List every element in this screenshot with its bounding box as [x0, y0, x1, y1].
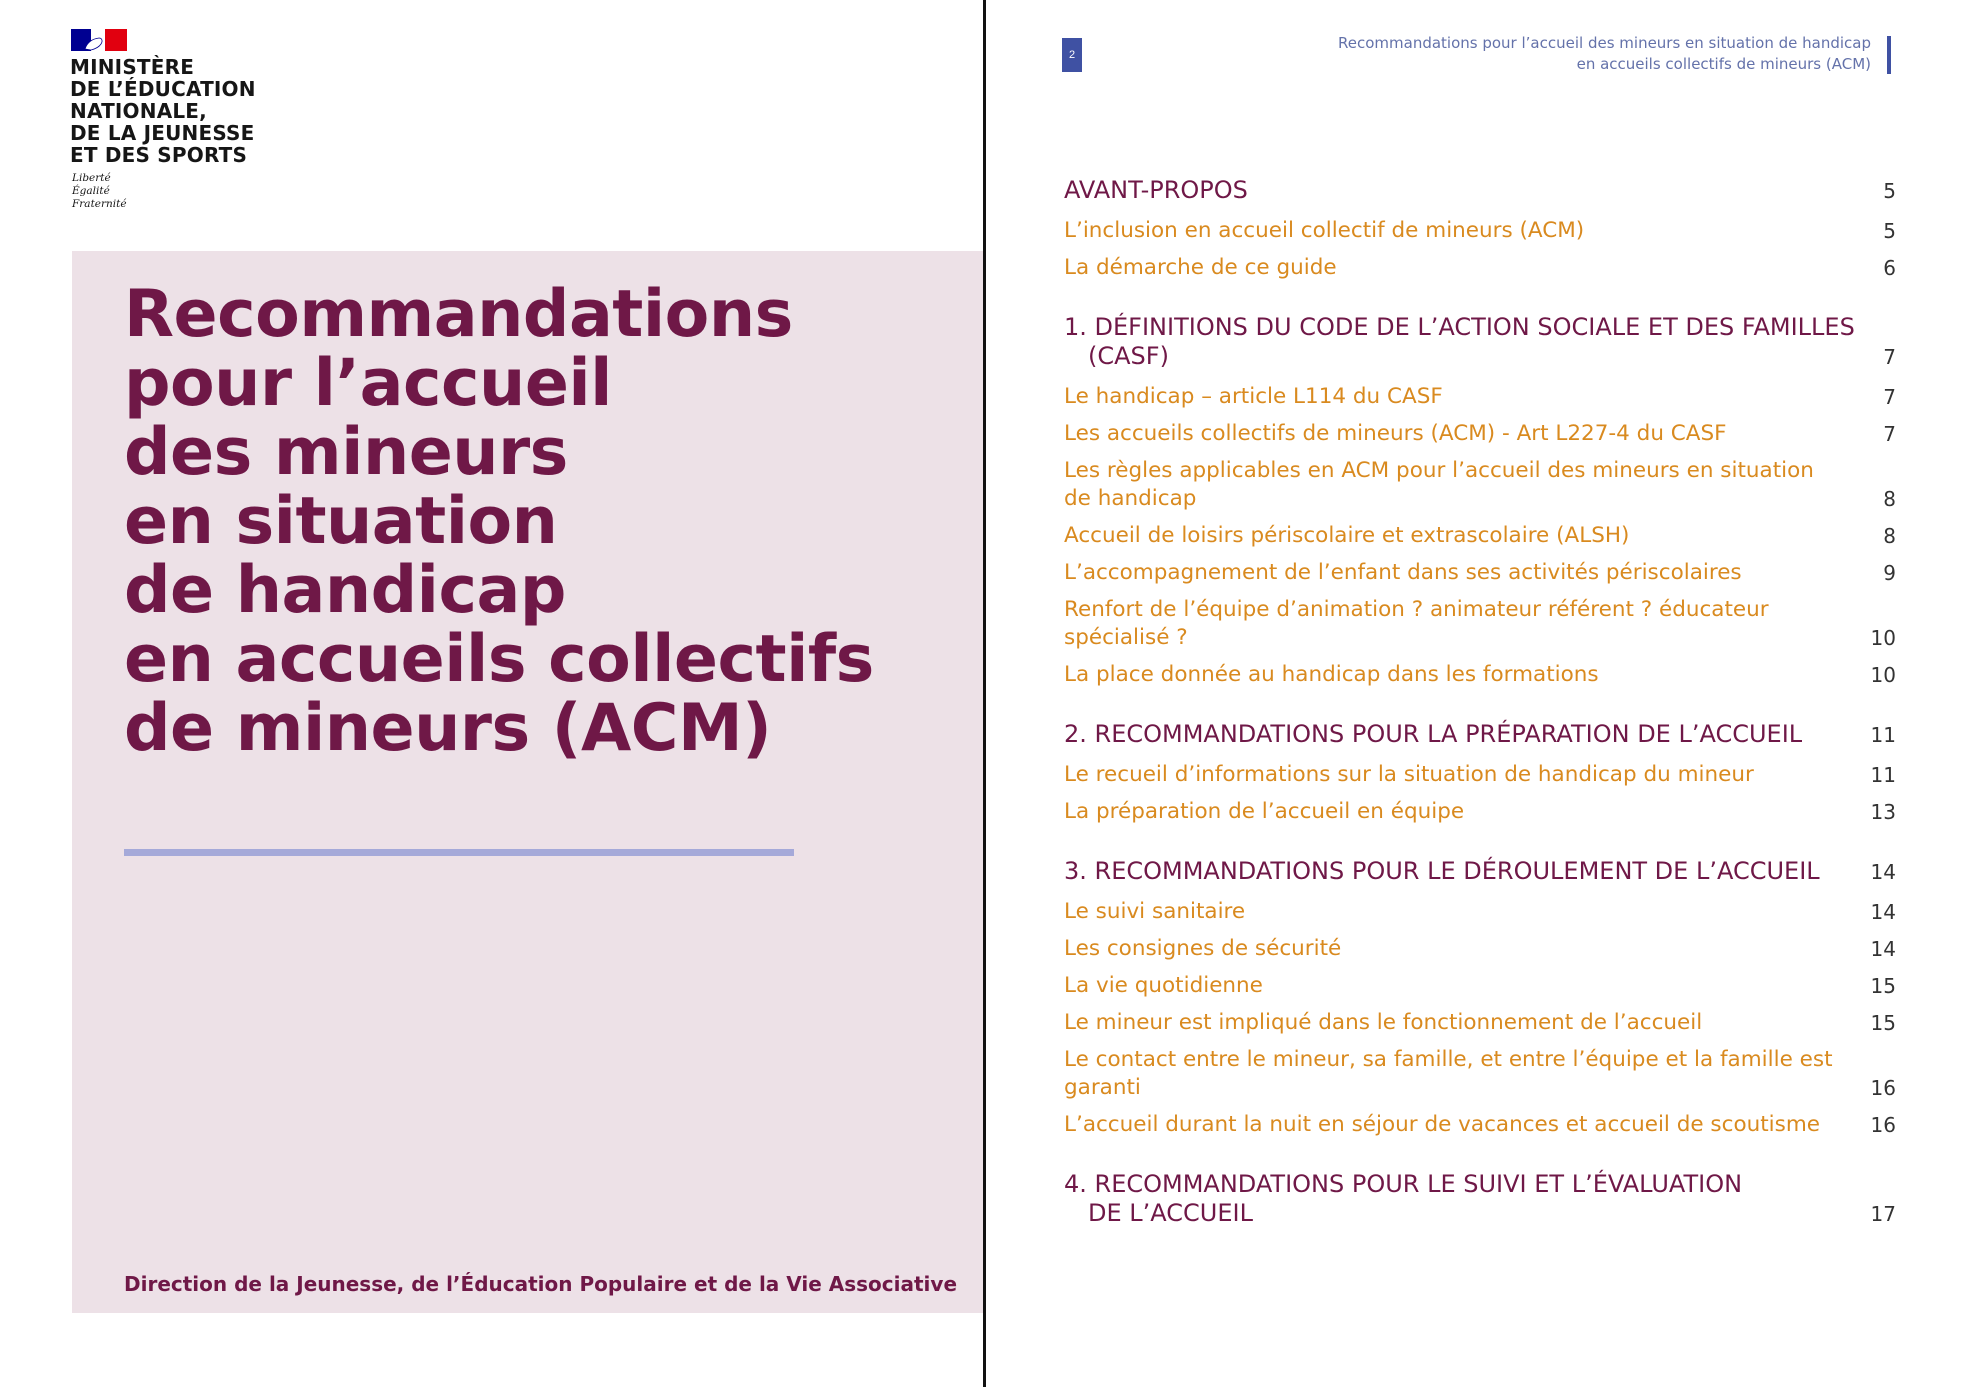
cover-title-line: de mineurs (ACM) [124, 691, 772, 766]
header-accent-bar [1887, 36, 1891, 74]
running-header-line: en accueils collectifs de mineurs (ACM) [1576, 55, 1871, 73]
toc-page-number: 7 [1883, 345, 1896, 369]
toc-item[interactable] [1064, 457, 1896, 513]
toc-item-title: La démarche de ce guide [1064, 255, 1337, 280]
toc-page-number: 14 [1870, 937, 1896, 961]
toc-page-number: 5 [1883, 179, 1896, 203]
toc-item-title: Le recueil d’informations sur la situation de handicap du mineur [1064, 762, 1754, 787]
cover-title-line: de handicap [124, 553, 566, 628]
motto-line: Égalité [72, 185, 110, 197]
cover-title-line: Recommandations [124, 277, 793, 352]
toc-item-title: Le contact entre le mineur, sa famille, et entre l’équipe et la famille est [1064, 1047, 1833, 1072]
ministry-line: DE LA JEUNESSE [70, 121, 255, 145]
marianne-flag-icon [71, 29, 127, 51]
page-number-badge: 2 [1062, 38, 1082, 72]
toc-page-number: 16 [1870, 1076, 1896, 1100]
ministry-line: ET DES SPORTS [70, 143, 248, 167]
toc-page-number: 16 [1870, 1113, 1896, 1137]
toc-item[interactable] [1064, 1009, 1896, 1037]
toc-item[interactable] [1064, 798, 1896, 826]
toc-item-title: spécialisé ? [1064, 625, 1188, 650]
toc-page-number: 11 [1870, 723, 1896, 747]
toc-item-title: L’accompagnement de l’enfant dans ses activités périscolaires [1064, 560, 1742, 585]
toc-item[interactable] [1064, 596, 1896, 652]
toc-section-avant-propos[interactable] [1064, 176, 1896, 205]
toc-page-number: 10 [1870, 663, 1896, 687]
toc-item[interactable] [1064, 217, 1896, 245]
toc-item[interactable] [1064, 898, 1896, 926]
toc-section-title: (CASF) [1088, 342, 1169, 370]
republic-motto [72, 172, 127, 211]
cover-title-line: en accueils collectifs [124, 622, 874, 697]
table-of-contents [1064, 176, 1896, 1228]
toc-item[interactable] [1064, 935, 1896, 963]
toc-item[interactable] [1064, 1111, 1896, 1139]
toc-section-title: 4. RECOMMANDATIONS POUR LE SUIVI ET L’ÉVALUATION [1064, 1170, 1743, 1198]
toc-section-title: AVANT-PROPOS [1064, 176, 1248, 204]
ministry-line: NATIONALE, [70, 99, 207, 123]
toc-page-number: 7 [1883, 385, 1896, 409]
toc-section-3[interactable] [1064, 857, 1896, 886]
toc-item-title: Accueil de loisirs périscolaire et extrascolaire (ALSH) [1064, 523, 1630, 548]
toc-item-title: Renfort de l’équipe d’animation ? animateur référent ? éducateur [1064, 597, 1769, 622]
toc-item-title: La préparation de l’accueil en équipe [1064, 799, 1465, 824]
toc-section-title: 2. RECOMMANDATIONS POUR LA PRÉPARATION DE L’ACCUEIL [1064, 720, 1803, 748]
cover-title-line: des mineurs [124, 415, 568, 490]
toc-item-title: Les consignes de sécurité [1064, 936, 1342, 961]
ministry-line: MINISTÈRE [70, 55, 195, 79]
toc-item[interactable] [1064, 522, 1896, 550]
ministry-name [70, 56, 256, 166]
cover-title [124, 277, 874, 766]
toc-section-title: 3. RECOMMANDATIONS POUR LE DÉROULEMENT DE L’ACCUEIL [1064, 857, 1820, 885]
toc-section-2[interactable] [1064, 720, 1896, 749]
toc-item-title: de handicap [1064, 486, 1197, 511]
toc-page-number: 5 [1883, 219, 1896, 243]
toc-item-title: La vie quotidienne [1064, 973, 1263, 998]
toc-page-number: 15 [1870, 974, 1896, 998]
toc-section-title: DE L’ACCUEIL [1088, 1199, 1253, 1227]
toc-item-title: Les accueils collectifs de mineurs (ACM) - Art L227-4 du CASF [1064, 421, 1727, 446]
toc-page-number: 7 [1883, 422, 1896, 446]
toc-item-title: Le mineur est impliqué dans le fonctionnement de l’accueil [1064, 1010, 1703, 1035]
title-divider [124, 849, 794, 856]
toc-page-number: 14 [1870, 860, 1896, 884]
toc-item[interactable] [1064, 254, 1896, 282]
toc-item-title: Les règles applicables en ACM pour l’accueil des mineurs en situation [1064, 458, 1814, 483]
toc-item-title: L’accueil durant la nuit en séjour de vacances et accueil de scoutisme [1064, 1112, 1821, 1137]
cover-direction: Direction de la Jeunesse, de l’Éducation Populaire et de la Vie Associative [124, 1272, 958, 1296]
toc-page-number: 6 [1883, 256, 1896, 280]
toc-item-title: Le handicap – article L114 du CASF [1064, 384, 1443, 409]
toc-item-title: La place donnée au handicap dans les formations [1064, 662, 1599, 687]
toc-section-4[interactable] [1064, 1170, 1896, 1228]
toc-section-1[interactable] [1064, 313, 1896, 371]
toc-item[interactable] [1064, 383, 1896, 411]
toc-page-number: 8 [1883, 524, 1896, 548]
toc-item[interactable] [1064, 972, 1896, 1000]
toc-page-number: 8 [1883, 487, 1896, 511]
toc-page-number: 14 [1870, 900, 1896, 924]
running-header [1338, 33, 1871, 75]
toc-item[interactable] [1064, 761, 1896, 789]
motto-line: Fraternité [72, 198, 127, 210]
ministry-line: DE L’ÉDUCATION [70, 77, 256, 101]
toc-page-number: 10 [1870, 626, 1896, 650]
toc-page-number: 11 [1870, 763, 1896, 787]
toc-item[interactable] [1064, 420, 1896, 448]
toc-page-number: 15 [1870, 1011, 1896, 1035]
toc-item[interactable] [1064, 559, 1896, 587]
toc-page-number: 13 [1870, 800, 1896, 824]
toc-item-title: L’inclusion en accueil collectif de mineurs (ACM) [1064, 218, 1585, 243]
toc-page-number: 9 [1883, 561, 1896, 585]
running-header-line: Recommandations pour l’accueil des mineurs en situation de handicap [1338, 34, 1871, 52]
toc-item[interactable] [1064, 661, 1896, 689]
toc-page-number: 17 [1870, 1202, 1896, 1226]
toc-item-title: Le suivi sanitaire [1064, 899, 1246, 924]
cover-title-line: en situation [124, 484, 558, 559]
toc-item-title: garanti [1064, 1075, 1141, 1100]
toc-item[interactable] [1064, 1046, 1896, 1102]
cover-title-line: pour l’accueil [124, 346, 612, 421]
motto-line: Liberté [72, 172, 111, 184]
toc-section-title: 1. DÉFINITIONS DU CODE DE L’ACTION SOCIALE ET DES FAMILLES [1064, 313, 1855, 341]
